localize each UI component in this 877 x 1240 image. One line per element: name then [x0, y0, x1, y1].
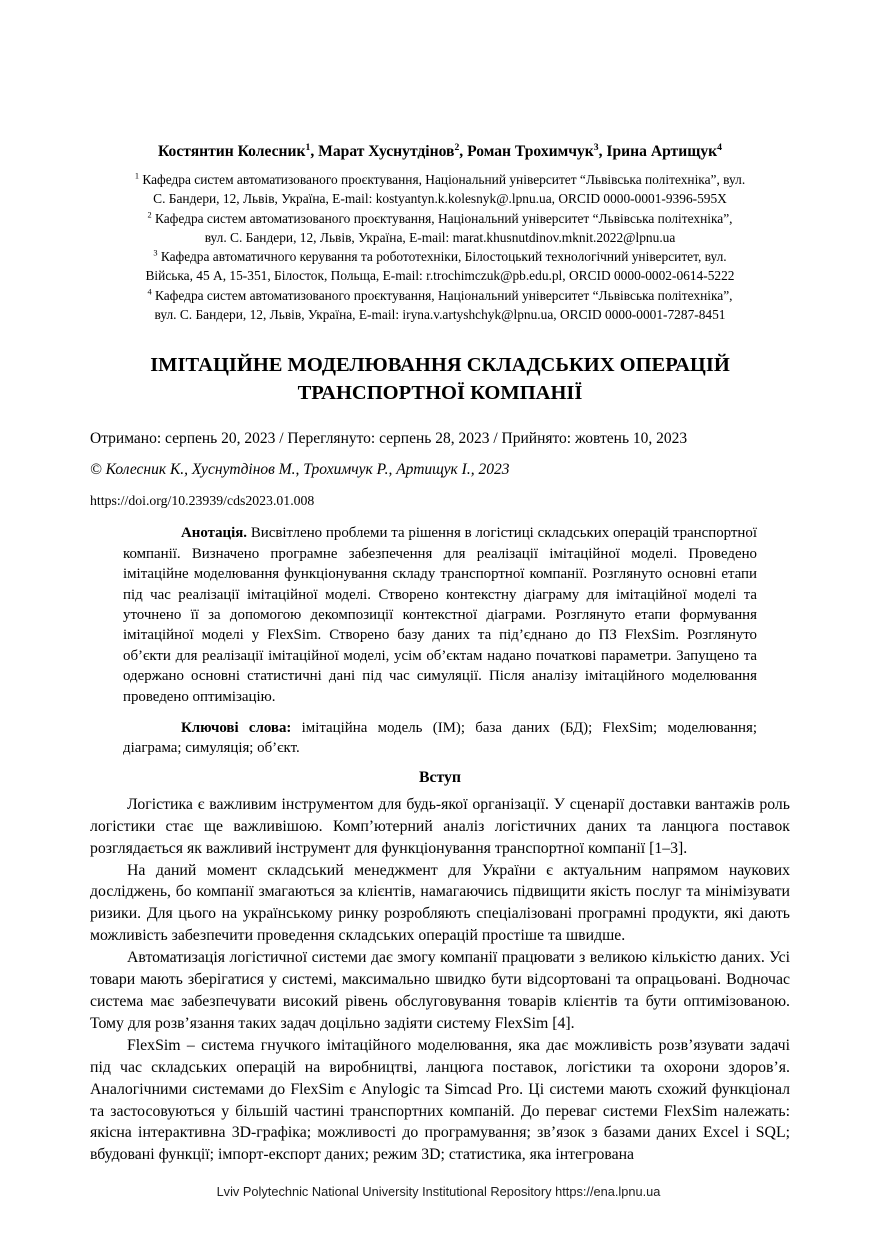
affiliation-line-8: [90, 305, 790, 324]
abstract-paragraph: [123, 523, 757, 707]
author-affiliation-marker: 1: [305, 141, 311, 153]
footer-repository-note: Lviv Polytechnic National University Institutional Repository https://ena.lpnu.ua: [216, 1184, 661, 1199]
author-4: [606, 143, 722, 160]
affiliation-text: Війська, 45 А, 15-351, Білосток, Польща, E-mail: r.trochimczuk@pb.edu.pl, ORCID 0000-0002-0614-5222: [145, 268, 735, 284]
author-affiliation-marker: 3: [593, 141, 599, 153]
intro-paragraph-4: FlexSim – система гнучкого імітаційного моделювання, яка дає можливість розв’язувати задачі під час складських операцій на виробництві, ланцюга поставок, логістики та охорони здоров’я. Аналогічними системами до FlexSim є Anylogic та Simcad Pro. Ці системи мають схожий функціонал та застосовуються у більшій частині транспортних компаній. До переваг системи FlexSim належать: якісна інтерактивна 3D-графіка; можливості до програмування; зв’язок з базами даних Excel і SQL; вбудовані функції; імпорт-експорт даних; режим 3D; статистика, яка інтегрована: [90, 1036, 790, 1164]
author-separator: ,: [310, 143, 319, 160]
author-2: [318, 143, 467, 160]
affiliation-text: Кафедра систем автоматизованого проєктування, Національний університет “Львівська політехніка”,: [151, 210, 733, 226]
doi-link[interactable]: https://doi.org/10.23939/cds2023.01.008: [90, 493, 315, 509]
paper-title-line-1: ІМІТАЦІЙНЕ МОДЕЛЮВАННЯ СКЛАДСЬКИХ ОПЕРАЦІЙ: [150, 354, 730, 377]
affiliation-line-7: [90, 286, 790, 305]
affiliation-line-2: [90, 189, 790, 208]
affiliation-text: вул. С. Бандери, 12, Львів, Україна, E-mail: marat.khusnutdinov.mknit.2022@lpnu.ua: [204, 229, 676, 245]
author-separator: ,: [459, 143, 468, 160]
author-separator: ,: [598, 143, 607, 160]
abstract-text: Висвітлено проблеми та рішення в логістиці складських операцій транспортної компанії. Визначено програмне забезпечення для реалізації імітаційної моделі. Проведено імітаційне моделювання функціонування складу транспортної компанії. Розглянуто основні етапи під час реалізації імітаційної моделі. Створено контекстну діаграму для імітаційної моделі та уточнено її за допомогою декомпозиції контекстної діаграми. Розглянуто етапи формування імітаційної моделі у FlexSim. Створено базу даних та під’єднано до ПЗ FlexSim. Розглянуто об’єкти для реалізації імітаційної моделі, усім об’єктам надано початкові параметри. Запущено та одержано основні статистичні дані під час симуляції. Після аналізу імітаційного моделювання проведено оптимізацію.: [123, 525, 757, 705]
authors-line: [90, 141, 790, 163]
affiliation-text: С. Бандери, 12, Львів, Україна, E-mail: kostyantyn.k.kolesnyk@.lpnu.ua, ORCID 0000-0001-9396-595X: [153, 191, 727, 207]
dates-line: Отримано: серпень 20, 2023 / Переглянуто: серпень 28, 2023 / Прийнято: жовтень 10, 2023: [90, 430, 688, 448]
author-name: Костянтин Колесник: [158, 143, 306, 160]
copyright-line: © Колесник К., Хуснутдінов М., Трохимчук Р., Артищук І., 2023: [90, 461, 510, 479]
paper-title: [90, 351, 790, 407]
author-name: Роман Трохимчук: [467, 143, 594, 160]
section-heading-intro: Вступ: [418, 768, 462, 786]
affiliation-text: Кафедра систем автоматизованого проєктування, Національний університет “Львівська політехніка”, вул.: [138, 172, 746, 187]
author-name: Марат Хуснутдінов: [318, 143, 455, 160]
keywords-text: імітаційна модель (ІМ); база даних (БД); FlexSim; моделювання; діаграма; симуляція; об’єкт.: [123, 720, 758, 757]
paper-title-line-2: ТРАНСПОРТНОЇ КОМПАНІЇ: [297, 382, 583, 405]
keywords-label: Ключові слова:: [181, 720, 302, 737]
intro-paragraph-3: Автоматизація логістичної системи дає змогу компанії працювати з великою кількістю даних. Усі товари мають зберігатися у системі, максимально швидко бути відсортовані та опрацьовані. Водночас система має забезпечувати високий рівень обслуговування товарів клієнтів та бути оптимізованою. Тому для розв’язання таких задач доцільно задіяти систему FlexSim [4].: [90, 949, 790, 1032]
affiliation-marker: 1: [134, 171, 139, 181]
author-name: Ірина Артищук: [606, 143, 718, 160]
affiliation-marker: 3: [153, 248, 158, 258]
affiliations-block: [90, 170, 790, 324]
affiliation-text: Кафедра автоматичного керування та робототехніки, Білостоцький технологічний університет, вул.: [157, 249, 727, 265]
author-1: [158, 143, 318, 160]
keywords-paragraph: [123, 718, 757, 759]
affiliation-text: Кафедра систем автоматизованого проєктування, Національний університет “Львівська політехніка”,: [151, 287, 733, 303]
author-affiliation-marker: 4: [717, 141, 722, 153]
affiliation-marker: 2: [147, 210, 152, 220]
affiliation-line-5: [90, 247, 790, 266]
author-3: [467, 143, 606, 160]
intro-paragraph-1: Логістика є важливим інструментом для будь-якої організації. У сценарії доставки вантажів роль логістики стає ще важливішою. Комп’ютерний аналіз логістичних даних та ланцюга поставок розглядається як важливий інструмент для функціонування транспортної компанії [1–3].: [90, 795, 790, 857]
intro-paragraph-2: На даний момент складський менеджмент для України є актуальним напрямом наукових досліджень, бо компанії змагаються за клієнтів, намагаючись підвищити якість послуг та мінімізувати ризики. Для цього на українському ринку розробляють спеціалізовані програмні продукти, які дають можливість забезпечити проведення складських операцій простіше та швидше.: [90, 861, 790, 945]
author-affiliation-marker: 2: [454, 141, 460, 153]
abstract-label: Анотація.: [181, 525, 251, 542]
affiliation-line-3: [90, 209, 790, 228]
affiliation-line-6: [90, 266, 790, 285]
affiliation-line-4: [90, 228, 790, 247]
affiliation-marker: 4: [147, 287, 152, 297]
affiliation-text: вул. С. Бандери, 12, Львів, Україна, E-mail: iryna.v.artyshchyk@lpnu.ua, ORCID 0000-0001-7287-8451: [154, 307, 726, 323]
affiliation-line-1: [90, 170, 790, 189]
